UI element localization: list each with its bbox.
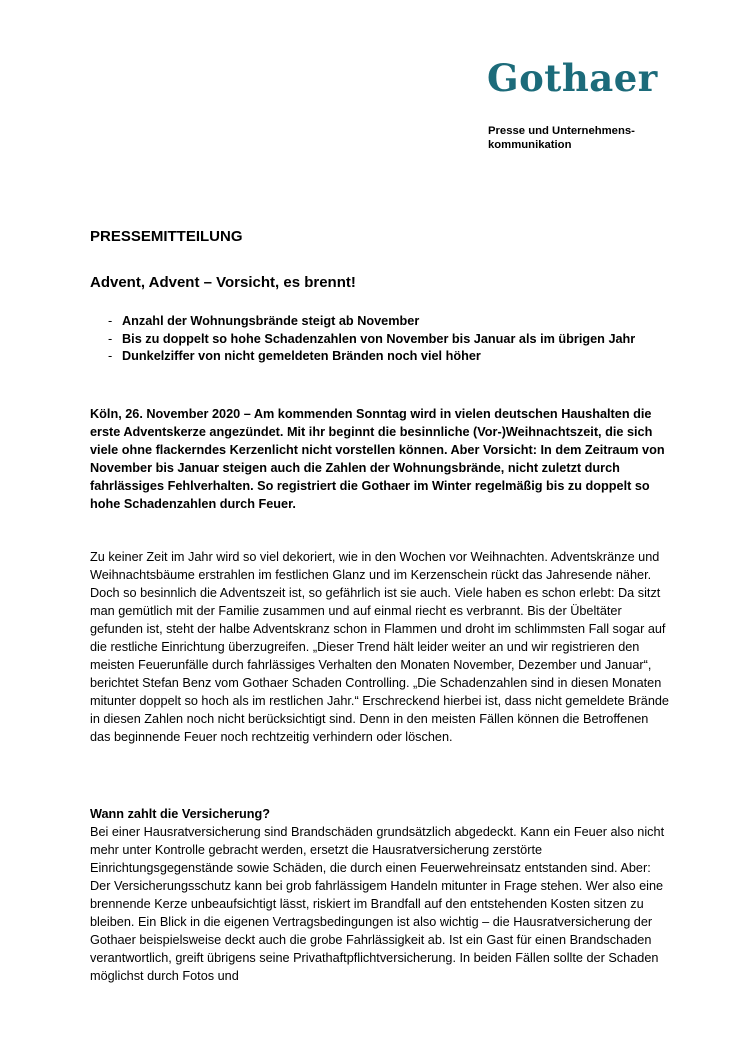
summary-bullet <box>108 331 648 349</box>
gothaer-logo: Gothaer <box>487 56 658 100</box>
summary-bullet <box>108 313 648 331</box>
body-paragraph: Bei einer Hausratversicherung sind Brandschäden grundsätzlich abgedeckt. Kann ein Feuer also nicht mehr unter Kontrolle gebracht werden, ersetzt die Hausratversicherung zerstörte Einrichtungsgegenstände sowie Schäden, die durch einen Feuerwehreinsatz entstanden sind. Aber: Der Versicherungsschutz kann bei grob fahrlässigem Handeln mitunter in Frage stehen. Wer also eine brennende Kerze unbeaufsichtigt lässt, riskiert im Brandfall auf den entstehenden Kosten sitzen zu bleiben. Ein Blick in die eigenen Vertragsbedingungen ist also wichtig – die Hausratversicherung der Gothaer beispielsweise deckt auch die grobe Fahrlässigkeit ab. Ist ein Gast für einen Brandschaden verantwortlich, greift übrigens seine Privathaftpflichtversicherung. In beiden Fällen sollte der Schaden möglichst durch Fotos und <box>90 825 665 983</box>
document-type-label: PRESSEMITTEILUNG <box>90 228 243 245</box>
body-paragraph: Zu keiner Zeit im Jahr wird so viel dekoriert, wie in den Wochen vor Weihnachten. Adventskränze und Weihnachtsbäume erstrahlen im festlichen Glanz und im Kerzenschein rückt das Jahresende näher. Doch so besinnlich die Adventszeit ist, so gefährlich ist sie auch. Viele haben es schon erlebt: Da sitzt man gemütlich mit der Familie zusammen und auf einmal riecht es verbrannt. Bis der Übeltäter gefunden ist, steht der halbe Adventskranz schon in Flammen und droht im schlimmsten Fall sogar auf die restliche Einrichtung überzugreifen. „Dieser Trend hält leider weiter an und wir registrieren den meisten Feuerunfälle durch fahrlässiges Verhalten den Monaten November, Dezember und Januar“, berichtet Stefan Benz vom Gothaer Schaden Controlling. „Die Schadenzahlen sind in diesen Monaten mitunter doppelt so hoch als im restlichen Jahr.“ Erschreckend hierbei ist, dass nicht gemeldete Brände in diesen Zahlen noch nicht berücksichtigt sind. Denn in den meisten Fällen können die Betroffenen das beginnende Feuer noch rechtzeitig verhindern oder löschen. <box>90 550 669 744</box>
section-subheading: Wann zahlt die Versicherung? <box>90 807 271 821</box>
lead-paragraph: Köln, 26. November 2020 – Am kommenden Sonntag wird in vielen deutschen Haushalten die erste Adventskerze angezündet. Mit ihr beginnt die besinnliche (Vor-)Weihnachtszeit, die sich viele ohne flackerndes Kerzenlicht nicht vorstellen können. Aber Vorsicht: In dem Zeitraum von November bis Januar steigen auch die Zahlen der Wohnungsbrände, nicht zuletzt durch fahrlässiges Fehlverhalten. So registriert die Gothaer im Winter regelmäßig bis zu doppelt so hohe Schadenzahlen durch Feuer. <box>90 407 665 511</box>
summary-bullet-list <box>108 313 648 366</box>
bullet-dash: - <box>108 331 113 346</box>
summary-bullet <box>108 348 648 366</box>
bullet-text: Dunkelziffer von nicht gemeldeten Bränden noch viel höher <box>122 349 481 363</box>
press-release-headline: Advent, Advent – Vorsicht, es brennt! <box>90 274 356 291</box>
bullet-dash: - <box>108 349 113 363</box>
department-label: Presse und Unternehmens-kommunikation <box>488 125 635 151</box>
bullet-text: Anzahl der Wohnungsbrände steigt ab November <box>122 314 420 328</box>
bullet-text: Bis zu doppelt so hohe Schadenzahlen von November bis Januar als im übrigen Jahr <box>122 331 636 346</box>
bullet-dash: - <box>108 314 113 328</box>
